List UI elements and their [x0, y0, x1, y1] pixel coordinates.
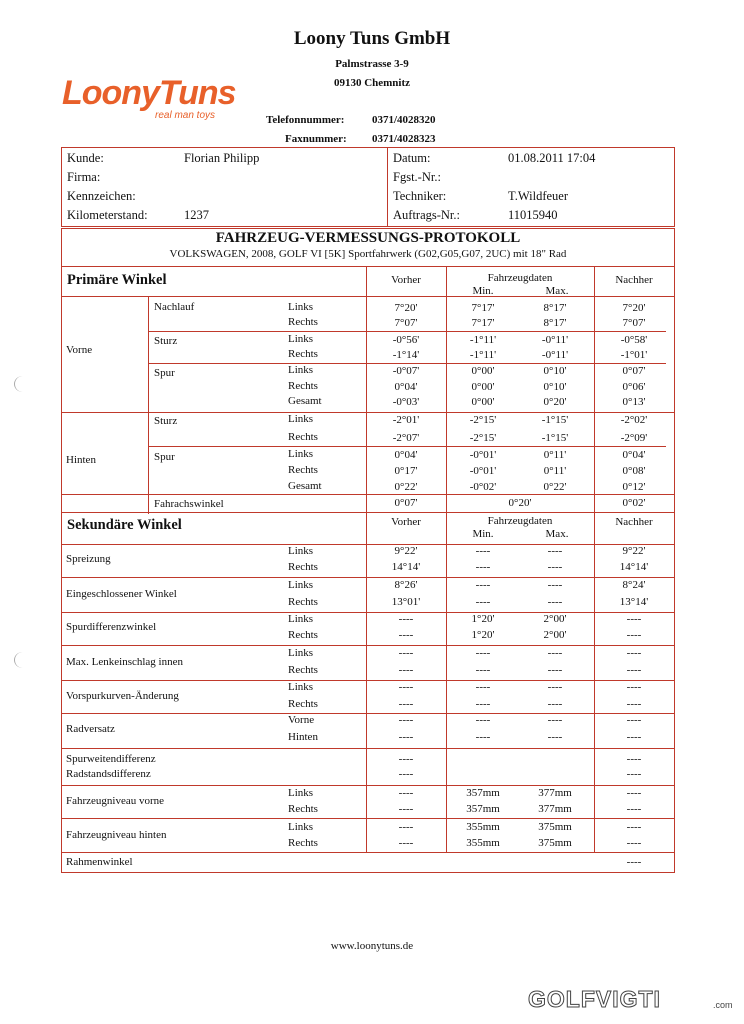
col-max: Max. — [545, 285, 569, 297]
row-min: 1°20' — [471, 629, 495, 641]
row-max: 377mm — [538, 803, 572, 815]
row-side: Links — [288, 579, 314, 591]
row-nachher: ---- — [626, 681, 642, 693]
row-nachher: 0°13' — [622, 396, 646, 408]
techniker-label: Techniker: — [393, 189, 447, 203]
km-value: 1237 — [184, 208, 209, 222]
row-min: ---- — [475, 561, 491, 573]
col-fahrzeugdaten-2: Fahrzeugdaten — [487, 515, 553, 527]
row-nachher: 0°08' — [622, 465, 646, 477]
row-min: 357mm — [466, 803, 500, 815]
row-min: 355mm — [466, 821, 500, 833]
row-vorher: ---- — [398, 629, 414, 641]
row-side: Links — [288, 545, 314, 557]
row-side: Vorne — [288, 714, 315, 726]
row-vorher: -0°07' — [392, 365, 420, 377]
row-vorher: ---- — [398, 837, 414, 849]
row-nachher: ---- — [626, 613, 642, 625]
row-min: 0°00' — [471, 381, 495, 393]
row-max: ---- — [547, 545, 563, 557]
row-vorher: 8°26' — [394, 579, 418, 591]
row-vorher: ---- — [398, 647, 414, 659]
primary-section-title: Primäre Winkel — [67, 272, 167, 288]
row-min: 0°00' — [471, 365, 495, 377]
row-side: Links — [288, 448, 314, 460]
logo-tagline: real man toys — [155, 110, 216, 121]
row-side: Rechts — [288, 316, 318, 328]
row-side: Rechts — [288, 348, 318, 360]
row-max: -0°11' — [541, 334, 569, 346]
row-vorher: 9°22' — [394, 545, 418, 557]
fax-label: Faxnummer: — [285, 133, 347, 145]
row-nachher: ---- — [626, 629, 642, 641]
row-max: -1°15' — [541, 414, 569, 426]
row-nachher: ---- — [626, 647, 642, 659]
secondary-label: Radversatz — [66, 723, 115, 735]
row-max: -0°11' — [541, 349, 569, 361]
row-nachher: -2°02' — [620, 414, 648, 426]
secondary-label: Spurweitendifferenz — [66, 753, 156, 765]
row-vorher: ---- — [398, 613, 414, 625]
row-vorher: ---- — [398, 714, 414, 726]
row-max: ---- — [547, 561, 563, 573]
row-min: -1°11' — [469, 349, 497, 361]
row-nachher: 7°07' — [622, 317, 646, 329]
secondary-label: Rahmenwinkel — [66, 856, 133, 868]
subgroup-spur-hinten: Spur — [154, 451, 175, 463]
row-vorher: ---- — [398, 698, 414, 710]
row-side: Links — [288, 647, 314, 659]
grid-line — [148, 363, 666, 364]
row-nachher: ---- — [626, 731, 642, 743]
col-nachher: Nachher — [615, 274, 653, 286]
grid-line — [446, 266, 447, 853]
row-min: ---- — [475, 698, 491, 710]
row-vorher: ---- — [398, 664, 414, 676]
row-max: ---- — [547, 714, 563, 726]
row-nachher: 0°07' — [622, 365, 646, 377]
grid-line — [62, 645, 674, 646]
row-vorher: -2°01' — [392, 414, 420, 426]
techniker-value: T.Wildfeuer — [508, 189, 568, 203]
secondary-label-2: Radstandsdifferenz — [66, 768, 151, 780]
row-max: ---- — [547, 596, 563, 608]
title-divider — [62, 266, 674, 267]
row-min: -0°02' — [469, 481, 497, 493]
row-vorher: 0°04' — [394, 449, 418, 461]
row-vorher: 13°01' — [391, 596, 421, 608]
row-nachher: -1°01' — [620, 349, 648, 361]
row-max: 0°10' — [543, 381, 567, 393]
row-vorher: 7°07' — [394, 317, 418, 329]
footer-url: www.loonytuns.de — [330, 940, 414, 952]
row-side: Rechts — [288, 629, 318, 641]
row-max: ---- — [547, 731, 563, 743]
row-vorher: ---- — [398, 821, 414, 833]
row-max: 0°22' — [543, 481, 567, 493]
phone-number: 0371/4028320 — [372, 114, 436, 126]
col-nachher-2: Nachher — [615, 516, 653, 528]
row-vorher: 0°22' — [394, 481, 418, 493]
row-side: Rechts — [288, 803, 318, 815]
col-min: Min. — [472, 285, 494, 297]
row-nachher: ---- — [626, 714, 642, 726]
row-max: 2°00' — [543, 613, 567, 625]
row-nachher: ---- — [626, 856, 642, 868]
row-side: Rechts — [288, 464, 318, 476]
row-side: Links — [288, 413, 314, 425]
subgroup-fahrachswinkel: Fahrachswinkel — [154, 498, 224, 510]
row-vorher: ---- — [398, 753, 414, 765]
grid-line — [62, 748, 674, 749]
row-side: Links — [288, 333, 314, 345]
row-vorher: ---- — [398, 731, 414, 743]
row-nachher: ---- — [626, 768, 642, 780]
col-fahrzeugdaten: Fahrzeugdaten — [487, 272, 553, 284]
row-nachher: ---- — [626, 753, 642, 765]
fax-number: 0371/4028323 — [372, 133, 436, 145]
secondary-label: Vorspurkurven-Änderung — [66, 690, 179, 702]
group-vorne: Vorne — [66, 344, 93, 356]
row-nachher: ---- — [626, 787, 642, 799]
row-side: Rechts — [288, 596, 318, 608]
fahrachs-nachher: 0°02' — [622, 497, 646, 509]
group-hinten: Hinten — [66, 454, 96, 466]
row-min: 355mm — [466, 837, 500, 849]
row-side: Links — [288, 613, 314, 625]
grid-line — [62, 852, 674, 853]
row-vorher: -0°03' — [392, 396, 420, 408]
row-side: Hinten — [288, 731, 318, 743]
row-max: 375mm — [538, 837, 572, 849]
row-vorher: ---- — [398, 768, 414, 780]
row-side: Rechts — [288, 837, 318, 849]
row-nachher: ---- — [626, 664, 642, 676]
row-nachher: 7°20' — [622, 302, 646, 314]
col-vorher-2: Vorher — [391, 516, 421, 528]
row-side: Gesamt — [288, 480, 322, 492]
row-vorher: ---- — [398, 803, 414, 815]
row-vorher: 0°17' — [394, 465, 418, 477]
grid-line — [62, 785, 674, 786]
fahrachs-soll: 0°20' — [508, 497, 532, 509]
row-nachher: ---- — [626, 837, 642, 849]
row-min: -2°15' — [469, 432, 497, 444]
row-nachher: 0°12' — [622, 481, 646, 493]
auftrag-value: 11015940 — [508, 208, 558, 222]
row-nachher: 13°14' — [619, 596, 649, 608]
row-side: Rechts — [288, 698, 318, 710]
row-nachher: 9°22' — [622, 545, 646, 557]
row-nachher: -0°58' — [620, 334, 648, 346]
grid-line — [62, 494, 674, 495]
col-max-2: Max. — [545, 528, 569, 540]
col-vorher: Vorher — [391, 274, 421, 286]
company-logo: LoonyTuns — [62, 74, 236, 112]
punch-hole-mark — [14, 376, 31, 392]
grid-line — [62, 818, 674, 819]
company-name: Loony Tuns GmbH — [293, 28, 451, 49]
row-min: 1°20' — [471, 613, 495, 625]
row-side: Links — [288, 681, 314, 693]
row-min: ---- — [475, 579, 491, 591]
row-max: 0°20' — [543, 396, 567, 408]
grid-line — [62, 577, 674, 578]
subgroup-spur-vorne: Spur — [154, 367, 175, 379]
col-min-2: Min. — [472, 528, 494, 540]
fahrachs-vorher: 0°07' — [394, 497, 418, 509]
row-vorher: -2°07' — [392, 432, 420, 444]
grid-line — [62, 412, 674, 413]
row-max: ---- — [547, 647, 563, 659]
row-vorher: 0°04' — [394, 381, 418, 393]
row-max: ---- — [547, 681, 563, 693]
row-min: ---- — [475, 545, 491, 557]
grid-line — [148, 331, 666, 332]
kennzeichen-label: Kennzeichen: — [67, 189, 136, 203]
company-city: 09130 Chemnitz — [333, 77, 411, 89]
secondary-label: Max. Lenkeinschlag innen — [66, 656, 183, 668]
row-max: 0°10' — [543, 365, 567, 377]
row-vorher: -0°56' — [392, 334, 420, 346]
phone-label: Telefonnummer: — [266, 114, 345, 126]
watermark-logo: GOLFVIGTI — [528, 986, 661, 1012]
row-vorher: 7°20' — [394, 302, 418, 314]
company-street: Palmstrasse 3-9 — [335, 58, 409, 70]
row-side: Links — [288, 821, 314, 833]
row-max: 8°17' — [543, 317, 567, 329]
row-max: 375mm — [538, 821, 572, 833]
row-max: 8°17' — [543, 302, 567, 314]
row-min: 7°17' — [471, 317, 495, 329]
datum-label: Datum: — [393, 151, 431, 165]
row-max: ---- — [547, 664, 563, 676]
row-min: ---- — [475, 681, 491, 693]
grid-line — [62, 512, 674, 513]
row-max: 0°11' — [543, 465, 567, 477]
secondary-label: Spurdifferenzwinkel — [66, 621, 157, 633]
row-nachher: 14°14' — [619, 561, 649, 573]
row-side: Rechts — [288, 380, 318, 392]
row-nachher: ---- — [626, 803, 642, 815]
row-min: -0°01' — [469, 449, 497, 461]
grid-line — [148, 296, 149, 514]
row-max: ---- — [547, 698, 563, 710]
row-min: -1°11' — [469, 334, 497, 346]
row-min: -0°01' — [469, 465, 497, 477]
protocol-title: FAHRZEUG-VERMESSUNGS-PROTOKOLL — [215, 230, 521, 246]
row-nachher: ---- — [626, 698, 642, 710]
row-max: 377mm — [538, 787, 572, 799]
secondary-section-title: Sekundäre Winkel — [67, 517, 182, 533]
row-nachher: 8°24' — [622, 579, 646, 591]
row-max: 0°11' — [543, 449, 567, 461]
row-min: ---- — [475, 664, 491, 676]
protocol-subtitle: VOLKSWAGEN, 2008, GOLF VI [5K] Sportfahrwerk (G02,G05,G07, 2UC) mit 18" Rad — [169, 248, 567, 260]
customer-divider — [387, 148, 388, 226]
fgst-label: Fgst.-Nr.: — [393, 170, 441, 184]
kunde-label: Kunde: — [67, 151, 104, 165]
row-min: ---- — [475, 647, 491, 659]
row-nachher: ---- — [626, 821, 642, 833]
row-side: Links — [288, 301, 314, 313]
subgroup-nachlauf: Nachlauf — [154, 301, 195, 313]
row-side: Rechts — [288, 431, 318, 443]
row-nachher: -2°09' — [620, 432, 648, 444]
secondary-label: Fahrzeugniveau vorne — [66, 795, 165, 807]
row-vorher: ---- — [398, 681, 414, 693]
row-nachher: 0°06' — [622, 381, 646, 393]
kunde-value: Florian Philipp — [184, 151, 260, 165]
km-label: Kilometerstand: — [67, 208, 148, 222]
row-vorher: 14°14' — [391, 561, 421, 573]
row-nachher: 0°04' — [622, 449, 646, 461]
datum-value: 01.08.2011 17:04 — [508, 151, 596, 165]
subgroup-sturz-hinten: Sturz — [154, 415, 178, 427]
secondary-label: Fahrzeugniveau hinten — [66, 829, 167, 841]
row-min: ---- — [475, 714, 491, 726]
row-vorher: ---- — [398, 787, 414, 799]
row-side: Rechts — [288, 664, 318, 676]
auftrag-label: Auftrags-Nr.: — [393, 208, 460, 222]
row-min: 7°17' — [471, 302, 495, 314]
row-vorher: -1°14' — [392, 349, 420, 361]
subgroup-sturz-vorne: Sturz — [154, 335, 178, 347]
punch-hole-mark — [14, 652, 31, 668]
row-min: ---- — [475, 596, 491, 608]
row-side: Gesamt — [288, 395, 322, 407]
row-min: ---- — [475, 731, 491, 743]
row-side: Links — [288, 787, 314, 799]
row-side: Links — [288, 364, 314, 376]
row-min: 0°00' — [471, 396, 495, 408]
watermark-suffix: .com — [713, 1000, 733, 1010]
secondary-label: Spreizung — [66, 553, 111, 565]
secondary-label: Eingeschlossener Winkel — [66, 588, 177, 600]
firma-label: Firma: — [67, 170, 101, 184]
row-max: 2°00' — [543, 629, 567, 641]
row-max: -1°15' — [541, 432, 569, 444]
row-min: -2°15' — [469, 414, 497, 426]
row-min: 357mm — [466, 787, 500, 799]
row-side: Rechts — [288, 561, 318, 573]
grid-line — [148, 446, 666, 447]
row-max: ---- — [547, 579, 563, 591]
